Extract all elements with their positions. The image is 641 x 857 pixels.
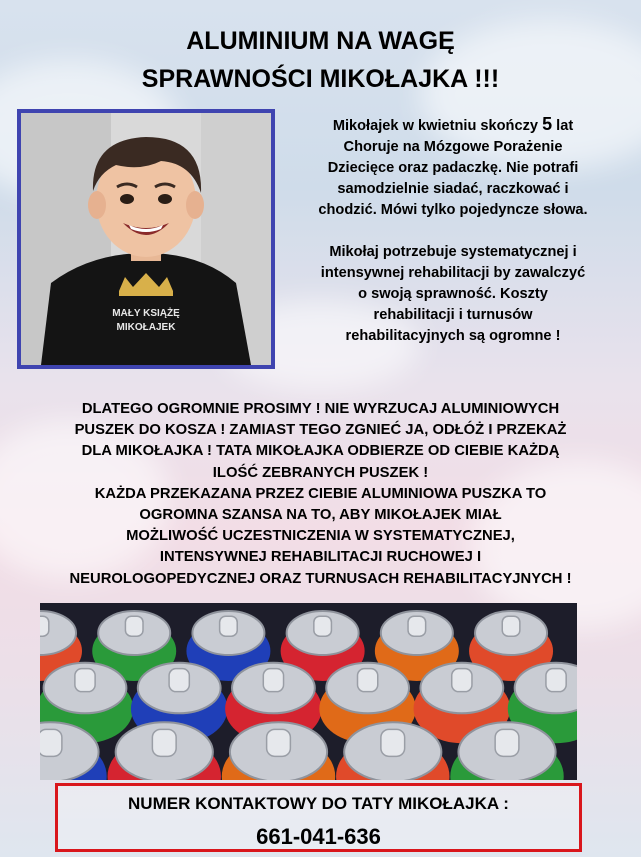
title-line-2: SPRAWNOŚCI MIKOŁAJKA !!!: [141, 65, 500, 93]
intro-line-2: Choruje na Mózgowe Porażenie: [343, 139, 563, 155]
title-line-1: ALUMINIUM NA WAGĘ: [186, 27, 455, 55]
intro-line-9: rehabilitacji i turnusów: [373, 307, 533, 323]
intro-line-7: intensywnej rehabilitacji by zawalczyć: [320, 265, 586, 281]
appeal-line: MOŻLIWOŚĆ UCZESTNICZENIA W SYSTEMATYCZNEJ,: [126, 528, 515, 545]
intro-line-5: chodzić. Mówi tylko pojedyncze słowa.: [318, 202, 588, 218]
shirt-text-2: MIKOŁAJEK: [116, 322, 176, 333]
child-photo-illustration: [21, 113, 271, 365]
cans-photo: [40, 603, 577, 780]
intro-line-6: Mikołaj potrzebuje systematycznej i: [329, 244, 577, 260]
page-title: [40, 22, 601, 98]
shirt-text-1: MAŁY KSIĄŻĘ: [112, 308, 180, 319]
intro-text: [281, 114, 625, 347]
appeal-line: INTENSYWNEJ REHABILITACJI RUCHOWEJ I: [159, 549, 482, 566]
appeal-line: NEUROLOGOPEDYCZNEJ ORAZ TURNUSACH REHABILITACYJNYCH !: [69, 570, 572, 587]
appeal-line: KAŻDA PRZEKAZANA PRZEZ CIEBIE ALUMINIOWA PUSZKA TO: [94, 485, 547, 502]
contact-label: NUMER KONTAKTOWY DO TATY MIKOŁAJKA :: [128, 794, 509, 813]
child-photo: [17, 109, 275, 369]
appeal-line: DLA MIKOŁAJKA ! TATA MIKOŁAJKA ODBIERZE OD CIEBIE KAŻDĄ: [81, 443, 560, 460]
intro-line-1-end: lat: [556, 118, 574, 134]
contact-box: [55, 783, 582, 852]
intro-line-1-start: Mikołajek w kwietniu skończy: [332, 118, 539, 134]
intro-line-8: o swoją sprawność. Koszty: [358, 286, 548, 302]
appeal-line: OGROMNA SZANSA NA TO, ABY MIKOŁAJEK MIAŁ: [139, 507, 502, 524]
intro-line-3: Dziecięce oraz padaczkę. Nie potrafi: [327, 160, 579, 176]
intro-line-1: [281, 114, 625, 137]
phone-number: 661-041-636: [256, 824, 381, 849]
age-number: 5: [542, 114, 553, 134]
cans-illustration: [40, 603, 577, 780]
appeal-line: DLATEGO OGROMNIE PROSIMY ! NIE WYRZUCAJ ALUMINIOWYCH: [81, 401, 560, 417]
intro-line-10: rehabilitacyjnych są ogromne !: [345, 328, 561, 344]
appeal-line: ILOŚĆ ZEBRANYCH PUSZEK !: [212, 464, 429, 481]
intro-line-4: samodzielnie siadać, raczkować i: [337, 181, 569, 197]
appeal-text: [8, 399, 633, 590]
appeal-line: PUSZEK DO KOSZA ! ZAMIAST TEGO ZGNIEĆ JA, ODŁÓŻ I PRZEKAŻ: [74, 422, 567, 439]
